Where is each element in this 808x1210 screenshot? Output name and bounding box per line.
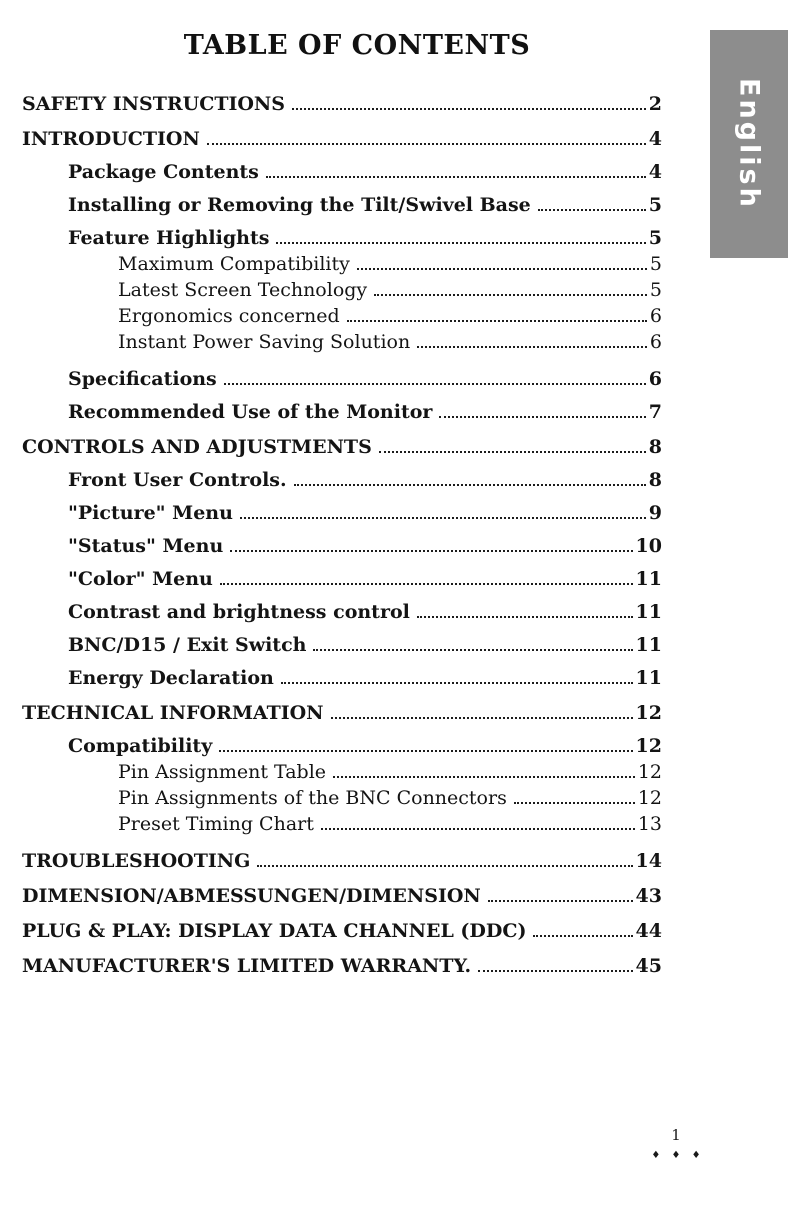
toc-entry-label: "Status" Menu	[68, 535, 224, 557]
toc-entry-page: 43	[635, 885, 662, 907]
toc-entry	[22, 787, 662, 809]
toc-entry-label: DIMENSION/ABMESSUNGEN/DIMENSION	[22, 885, 481, 907]
dot-leader	[219, 750, 632, 752]
toc-entry-label: Instant Power Saving Solution	[118, 331, 411, 353]
dot-leader	[538, 209, 646, 211]
toc-entry-page: 45	[635, 955, 662, 977]
dot-leader	[374, 294, 647, 296]
dot-leader	[333, 776, 635, 778]
toc-entry-page: 5	[649, 279, 662, 301]
toc-entry	[22, 128, 662, 150]
toc-entry-page: 12	[637, 761, 662, 783]
toc-entry	[22, 920, 662, 942]
toc-entry-page: 12	[637, 787, 662, 809]
toc-entry	[22, 813, 662, 835]
toc-entry	[22, 279, 662, 301]
toc-entry-label: Recommended Use of the Monitor	[68, 401, 433, 423]
dot-leader	[347, 320, 647, 322]
toc-entry-page: 6	[648, 368, 662, 390]
toc-entry-label: Latest Screen Technology	[118, 279, 368, 301]
toc-entry-page: 14	[635, 850, 662, 872]
toc-entry-page: 13	[637, 813, 662, 835]
dot-leader	[230, 550, 632, 552]
toc-entry-page: 12	[635, 702, 662, 724]
dot-leader	[357, 268, 647, 270]
toc-entry	[22, 601, 662, 623]
dot-leader	[417, 346, 647, 348]
dot-leader	[379, 451, 646, 453]
dot-leader	[321, 828, 635, 830]
toc-entry	[22, 305, 662, 327]
toc-entry-label: Pin Assignments of the BNC Connectors	[118, 787, 507, 809]
toc-entry-label: TECHNICAL INFORMATION	[22, 702, 324, 724]
toc-entry-page: 2	[648, 93, 662, 115]
toc-entry-label: "Color" Menu	[68, 568, 213, 590]
footer-ornament-icon: ♦ ♦ ♦	[651, 1150, 705, 1161]
toc-entry-page: 11	[635, 667, 662, 689]
toc-entry	[22, 227, 662, 249]
dot-leader	[220, 583, 633, 585]
toc-entry	[22, 885, 662, 907]
dot-leader	[276, 242, 645, 244]
toc-entry-label: BNC/D15 / Exit Switch	[68, 634, 307, 656]
toc-entry	[22, 253, 662, 275]
toc-entry-label: Front User Controls.	[68, 469, 287, 491]
toc-entry-page: 12	[635, 735, 662, 757]
toc-entry-page: 7	[648, 401, 662, 423]
toc-entry-label: TROUBLESHOOTING	[22, 850, 251, 872]
language-tab-label: English	[733, 78, 765, 210]
toc-entry-page: 9	[648, 502, 662, 524]
toc-entry-page: 8	[648, 436, 662, 458]
toc-entry-page: 6	[649, 331, 662, 353]
toc-entry	[22, 761, 662, 783]
toc-entry	[22, 535, 662, 557]
page-title: TABLE OF CONTENTS	[183, 30, 531, 61]
toc-entry-label: "Picture" Menu	[68, 502, 233, 524]
dot-leader	[514, 802, 635, 804]
toc-entry-page: 10	[635, 535, 662, 557]
toc-entry	[22, 368, 662, 390]
dot-leader	[533, 935, 632, 937]
toc-entry-page: 5	[648, 194, 662, 216]
toc-entry-label: Ergonomics concerned	[118, 305, 340, 327]
dot-leader	[417, 616, 633, 618]
dot-leader	[266, 176, 646, 178]
toc-entry-page: 11	[635, 634, 662, 656]
toc-list	[22, 93, 662, 977]
toc-entry-label: Pin Assignment Table	[118, 761, 327, 783]
toc-entry	[22, 93, 662, 115]
toc-entry	[22, 161, 662, 183]
toc-entry	[22, 331, 662, 353]
toc-entry-label: Energy Declaration	[68, 667, 274, 689]
dot-leader	[478, 970, 632, 972]
toc-entry	[22, 850, 662, 872]
toc-entry-label: MANUFACTURER'S LIMITED WARRANTY.	[22, 955, 472, 977]
dot-leader	[313, 649, 632, 651]
page-footer	[640, 1126, 712, 1161]
toc-entry-label: CONTROLS AND ADJUSTMENTS	[22, 436, 372, 458]
toc-entry	[22, 667, 662, 689]
toc-entry-label: Specifications	[68, 368, 217, 390]
toc-entry	[22, 568, 662, 590]
toc-entry-label: Feature Highlights	[68, 227, 270, 249]
dot-leader	[292, 108, 646, 110]
toc-entry	[22, 469, 662, 491]
toc-entry	[22, 955, 662, 977]
toc-entry	[22, 401, 662, 423]
toc-entry	[22, 502, 662, 524]
footer-page-number: 1	[671, 1126, 681, 1144]
toc-entry	[22, 735, 662, 757]
dot-leader	[294, 484, 646, 486]
toc-entry-page: 11	[635, 568, 662, 590]
toc-entry	[22, 436, 662, 458]
toc-entry-label: Package Contents	[68, 161, 259, 183]
toc-entry-label: PLUG & PLAY: DISPLAY DATA CHANNEL (DDC)	[22, 920, 527, 942]
toc-entry-label: SAFETY INSTRUCTIONS	[22, 93, 286, 115]
toc-entry-label: Installing or Removing the Tilt/Swivel Base	[68, 194, 531, 216]
toc-entry-label: INTRODUCTION	[22, 128, 200, 150]
toc-entry	[22, 194, 662, 216]
dot-leader	[224, 383, 646, 385]
toc-entry	[22, 634, 662, 656]
toc-entry	[22, 702, 662, 724]
toc-entry-label: Compatibility	[68, 735, 213, 757]
toc-entry-page: 4	[648, 161, 662, 183]
language-tab	[710, 30, 788, 258]
toc-entry-label: Contrast and brightness control	[68, 601, 410, 623]
dot-leader	[439, 416, 645, 418]
toc-entry-page: 4	[648, 128, 662, 150]
toc-entry-page: 5	[649, 253, 662, 275]
dot-leader	[207, 143, 646, 145]
toc-entry-label: Maximum Compatibility	[118, 253, 350, 275]
dot-leader	[281, 682, 633, 684]
dot-leader	[331, 717, 633, 719]
dot-leader	[240, 517, 646, 519]
toc-entry-page: 5	[648, 227, 662, 249]
toc-entry-page: 8	[648, 469, 662, 491]
toc-entry-page: 44	[635, 920, 662, 942]
toc-entry-label: Preset Timing Chart	[118, 813, 314, 835]
dot-leader	[257, 865, 632, 867]
toc-entry-page: 11	[635, 601, 662, 623]
toc-entry-page: 6	[649, 305, 662, 327]
dot-leader	[488, 900, 633, 902]
